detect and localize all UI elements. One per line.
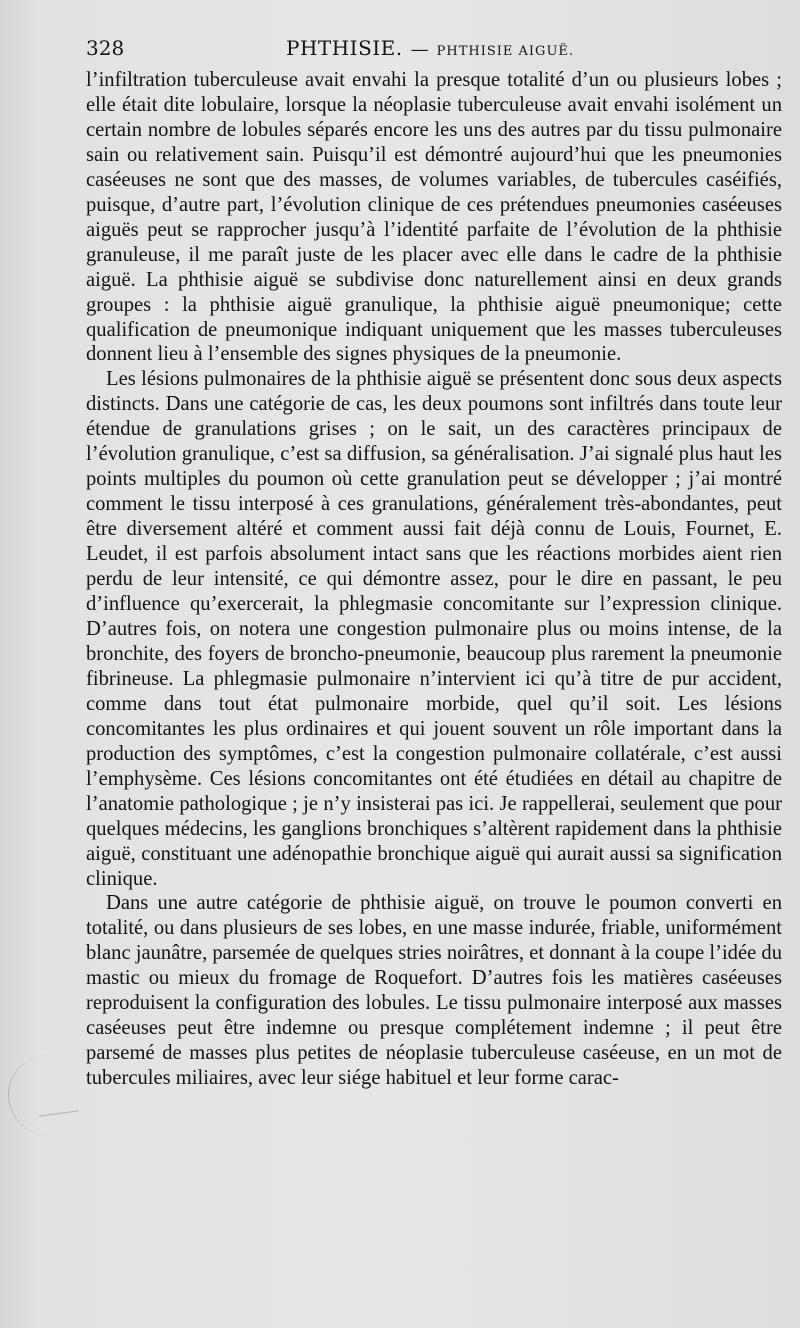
paragraph-continuation: l’infiltration tuberculeuse avait envahi la presque totalité d’un ou plusieurs lobes ; elle était dite lobulaire, lorsque la néoplasie tuberculeuse avait envahi isolément un certain nombre de lobules séparés encore les uns des autres par du tissu pulmonaire sain ou relativement sain. Puisqu’il est démontré aujourd’hui que les pneumonies caséeuses ne sont que des masses, de volumes variables, de tubercules caséifiés, puisque, d’autre part, l’évolution clinique de ces prétendues pneumonies caséeuses aiguës peut se rapprocher jusqu’à l’identité parfaite de l’évolution de la phthisie granuleuse, il me paraît juste de les placer avec elle dans le cadre de la phthisie aiguë. La phthisie aiguë se subdivise donc naturellement ainsi en deux grands groupes : la phthisie aiguë granulique, la phthisie aiguë pneumonique; cette qualification de pneumonique indiquant uniquement que les masses tuberculeuses donnent lieu à l’ensemble des signes physiques de la pneumonie. xyxy=(86,69,782,366)
paragraph-lesions: Les lésions pulmonaires de la phthisie aiguë se présentent donc sous deux aspects distincts. Dans une catégorie de cas, les deux poumons sont infiltrés dans toute leur étendue de granulations grises ; on le sait, un des caractères principaux de l’évolution granulique, c’est sa diffusion, sa généralisation. J’ai signalé plus haut les points multiples du poumon où cette granulation peut se développer ; j’ai montré comment le tissu interposé à ces granulations, généralement très-abondantes, peut être diversement altéré et comment aussi fait déjà connu de Louis, Fournet, E. Leudet, il est parfois absolument intact sans que les réactions morbides aient rien perdu de leur intensité, ce qui démontre assez, pour le dire en passant, le peu d’influence qu’exercerait, la phlegmasie concomitante sur l’expression clinique. D’autres fois, on notera une congestion pulmonaire plus ou moins intense, de la bronchite, des foyers de broncho-pneumonie, beaucoup plus rarement la pneumonie fibrineuse. La phlegmasie pulmonaire n’intervient ici qu’à titre de pur accident, comme dans tout état pulmonaire morbide, quel qu’il soit. Les lésions concomitantes les plus ordinaires et qui jouent souvent un rôle important dans la production des symptômes, c’est la congestion pulmonaire collatérale, c’est aussi l’emphysème. Ces lésions concomitantes ont été étudiées en détail au chapitre de l’anatomie pathologique ; je n’y insisterai pas ici. Je rappellerai, seulement que pour quelques médecins, les ganglions bronchiques s’altèrent rapidement dans la phthisie aiguë, constituant une adénopathie bronchique aiguë qui aurait aussi sa signification clinique. xyxy=(86,368,782,890)
paragraph-autre-categorie: Dans une autre catégorie de phthisie aiguë, on trouve le poumon converti en totalité, ou dans plusieurs de ses lobes, en une masse indurée, friable, uniformément blanc jaunâtre, parsemée de quelques stries noirâtres, et donnant à la coupe l’idée du mastic ou mieux du fromage de Roquefort. D’autres fois les matières caséeuses reproduisent la configuration des lobules. Le tissu pulmonaire interposé aux masses caséeuses peut être indemne ou presque complétement indemne ; il peut être parsemé de masses plus petites de néoplasie tuberculeuse caséeuse, en un mot de tubercules miliaires, avec leur siége habituel et leur forme carac- xyxy=(86,892,782,1090)
margin-pencil-mark xyxy=(8,1055,79,1135)
running-head-separator: — xyxy=(410,39,429,60)
page-number: 328 xyxy=(86,36,125,60)
body-text xyxy=(86,68,782,1091)
running-title: PHTHISIE. xyxy=(286,36,403,60)
running-subtitle: PHTHISIE AIGUË. xyxy=(436,44,575,59)
running-head xyxy=(86,36,782,66)
